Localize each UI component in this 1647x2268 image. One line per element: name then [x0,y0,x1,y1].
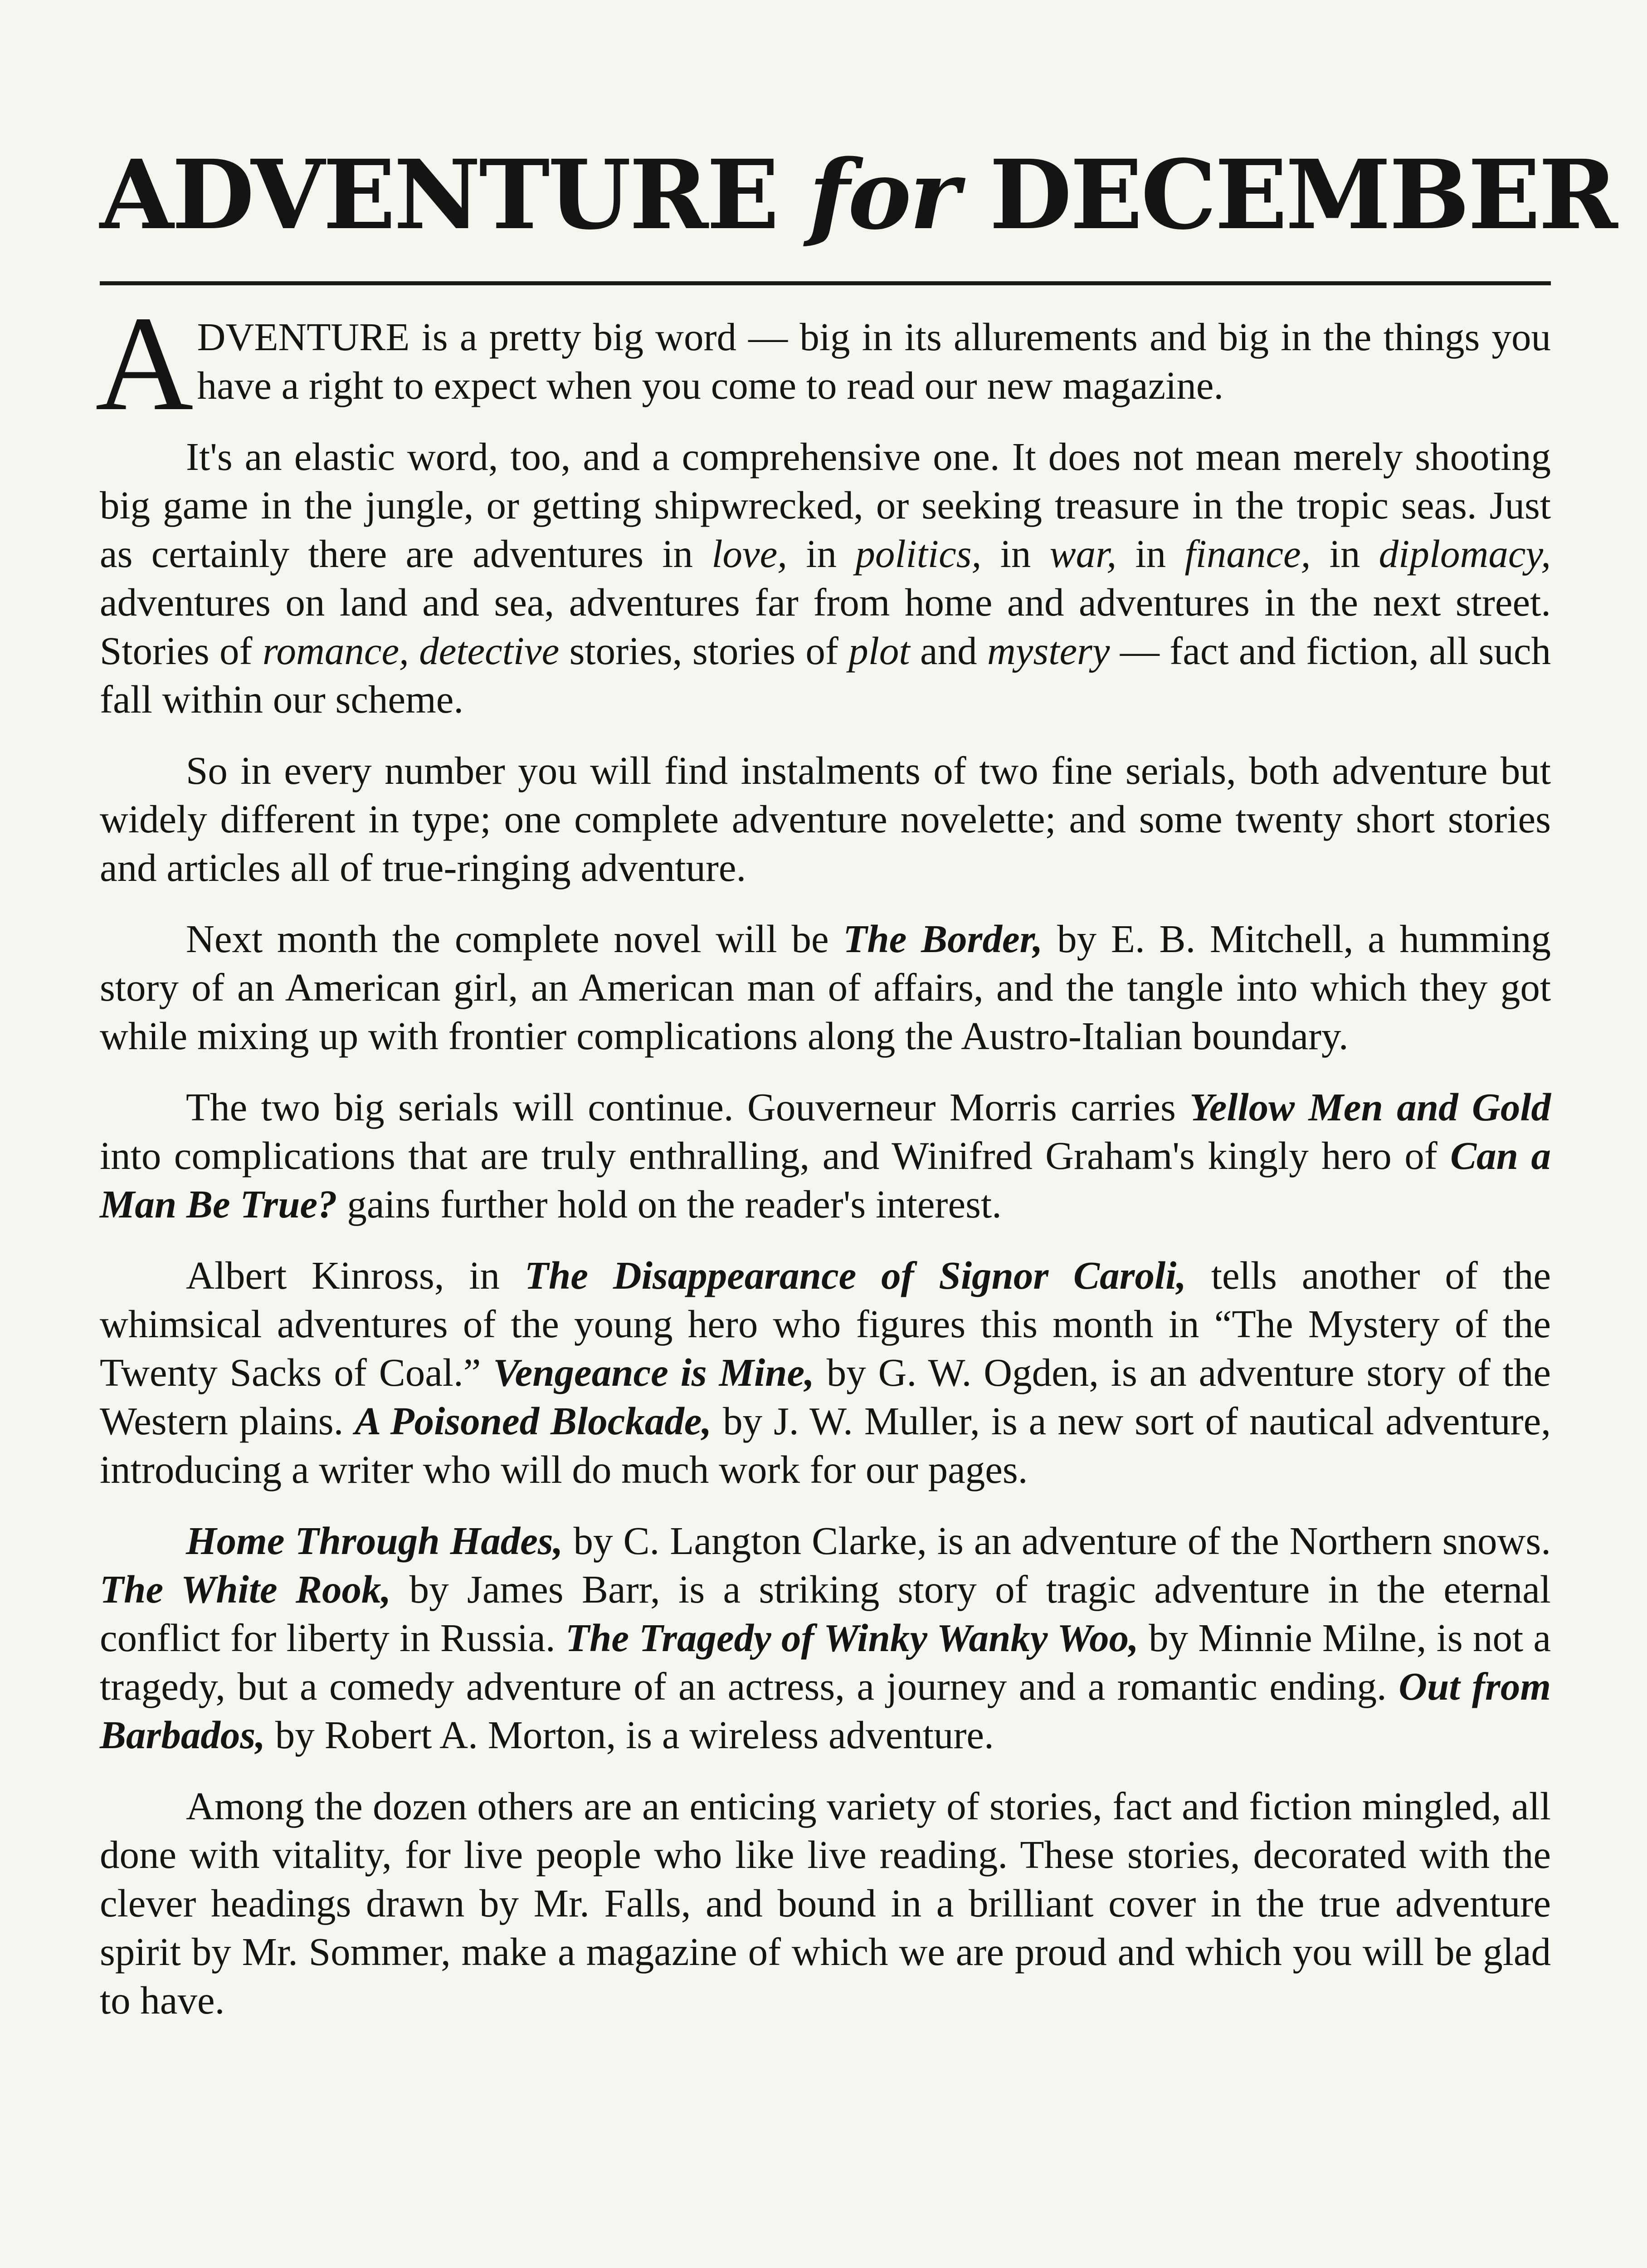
page [95,136,1616,2047]
paragraph-1 [95,288,1551,439]
text-run: by C. Langton Clarke, is an adventure of the Northern snows. [563,1519,1551,1563]
italic-term: war, [1049,532,1117,576]
drop-cap: A [95,288,194,439]
paragraph-6 [100,1251,1551,1494]
italic-term: finance, [1184,532,1311,576]
paragraph-2 [100,432,1551,723]
text-run: by James Barr, is a striking story of tragic adventure in the eternal conflict for liberty in Russia. [100,1567,1551,1660]
text-run: Albert Kinross, in [186,1253,525,1297]
paragraph-3: So in every number you will find instalments of two fine serials, both adventure but widely different in type; one complete adventure novelette; and some twenty short stories and articles all of true-ringing adventure. [100,748,1551,890]
paragraph-5 [100,1083,1551,1228]
story-title: The Tragedy of Winky Wanky Woo, [565,1616,1139,1660]
page-title [100,136,1616,254]
story-title: The Disappearance of Signor Caroli, [524,1253,1187,1297]
article-body [95,288,1551,2024]
text-run [409,629,419,673]
paragraph-1-text: is a pretty big word — big in its allurements and big in the things you have a right to expect when you come to read our new magazine. [197,315,1551,407]
text-run: Next month the complete novel will be [186,917,843,961]
italic-term: politics, [855,532,982,576]
text-run: The two big serials will continue. Gouverneur Morris carries [186,1085,1190,1129]
title-december: DECEMBER [989,139,1616,251]
italic-term: plot [848,629,910,673]
story-title: The Border, [843,917,1043,961]
italic-term: diplomacy, [1379,532,1551,576]
text-run: in [981,532,1050,576]
lead-word: DVENTURE [197,315,410,359]
story-title: Can a Man Be True? [100,1134,1551,1226]
title-adventure: ADVENTURE [100,139,778,251]
text-run: tells another of the whimsical adventures of the young hero who figures this month in “The Mystery of the Twenty Sacks of Coal.” [100,1253,1551,1394]
paragraph-4 [100,914,1551,1060]
text-run: into complications that are truly enthralling, and Winifred Graham's kingly hero of [100,1134,1451,1178]
text-run: by Minnie Milne, is not a tragedy, but a comedy adventure of an actress, a journey and a romantic ending. [100,1616,1551,1708]
text-run: It's an elastic word, too, and a comprehensive one. It does not mean merely shooting big game in the jungle, or getting shipwrecked, or seeking treasure in the tropic seas. Just as certainly there are adventures in [100,435,1551,576]
italic-term: romance, [262,629,409,673]
italic-term: love, [711,532,788,576]
story-title: Vengeance is Mine, [493,1350,814,1394]
story-title: Out from Barbados, [100,1664,1551,1757]
title-for: for [809,139,958,251]
story-title: A Poisoned Blockade, [355,1399,712,1443]
story-title: Yellow Men and Gold [1189,1085,1551,1129]
title-rule [100,281,1551,285]
text-run: by E. B. Mitchell, a humming story of an American girl, an American man of affairs, and the tangle into which they got while mixing up with frontier complications along the Austro-Italian boundary. [100,917,1551,1058]
text-run: in [1116,532,1185,576]
story-title: The White Rook, [100,1567,391,1611]
text-run: by G. W. Ogden, is an adventure story of the Western plains. [100,1350,1551,1443]
text-run: gains further hold on the reader's interest. [337,1182,1002,1226]
text-run: — fact and fiction, all such fall within our scheme. [100,629,1551,721]
story-title: Home Through Hades, [186,1519,563,1563]
paragraph-7 [100,1516,1551,1759]
text-run: adventures on land and sea, adventures far from home and adventures in the next street. Stories of [100,580,1551,673]
text-run: by J. W. Muller, is a new sort of nautical adventure, introducing a writer who will do much work for our pages. [100,1399,1551,1491]
italic-term: mystery [987,629,1110,673]
text-run: by Robert A. Morton, is a wireless adventure. [265,1713,994,1757]
text-run: in [1311,532,1379,576]
italic-term: detective [419,629,560,673]
text-run: and [910,629,987,673]
text-run: stories, stories of [559,629,849,673]
text-run: in [787,532,856,576]
paragraph-8: Among the dozen others are an enticing variety of stories, fact and fiction mingled, all done with vitality, for live people who like live reading. These stories, decorated with the clever headings drawn by Mr. Falls, and bound in a brilliant cover in the true adventure spirit by Mr. Sommer, make a magazine of which we are proud and which you will be glad to have. [100,1784,1551,2022]
